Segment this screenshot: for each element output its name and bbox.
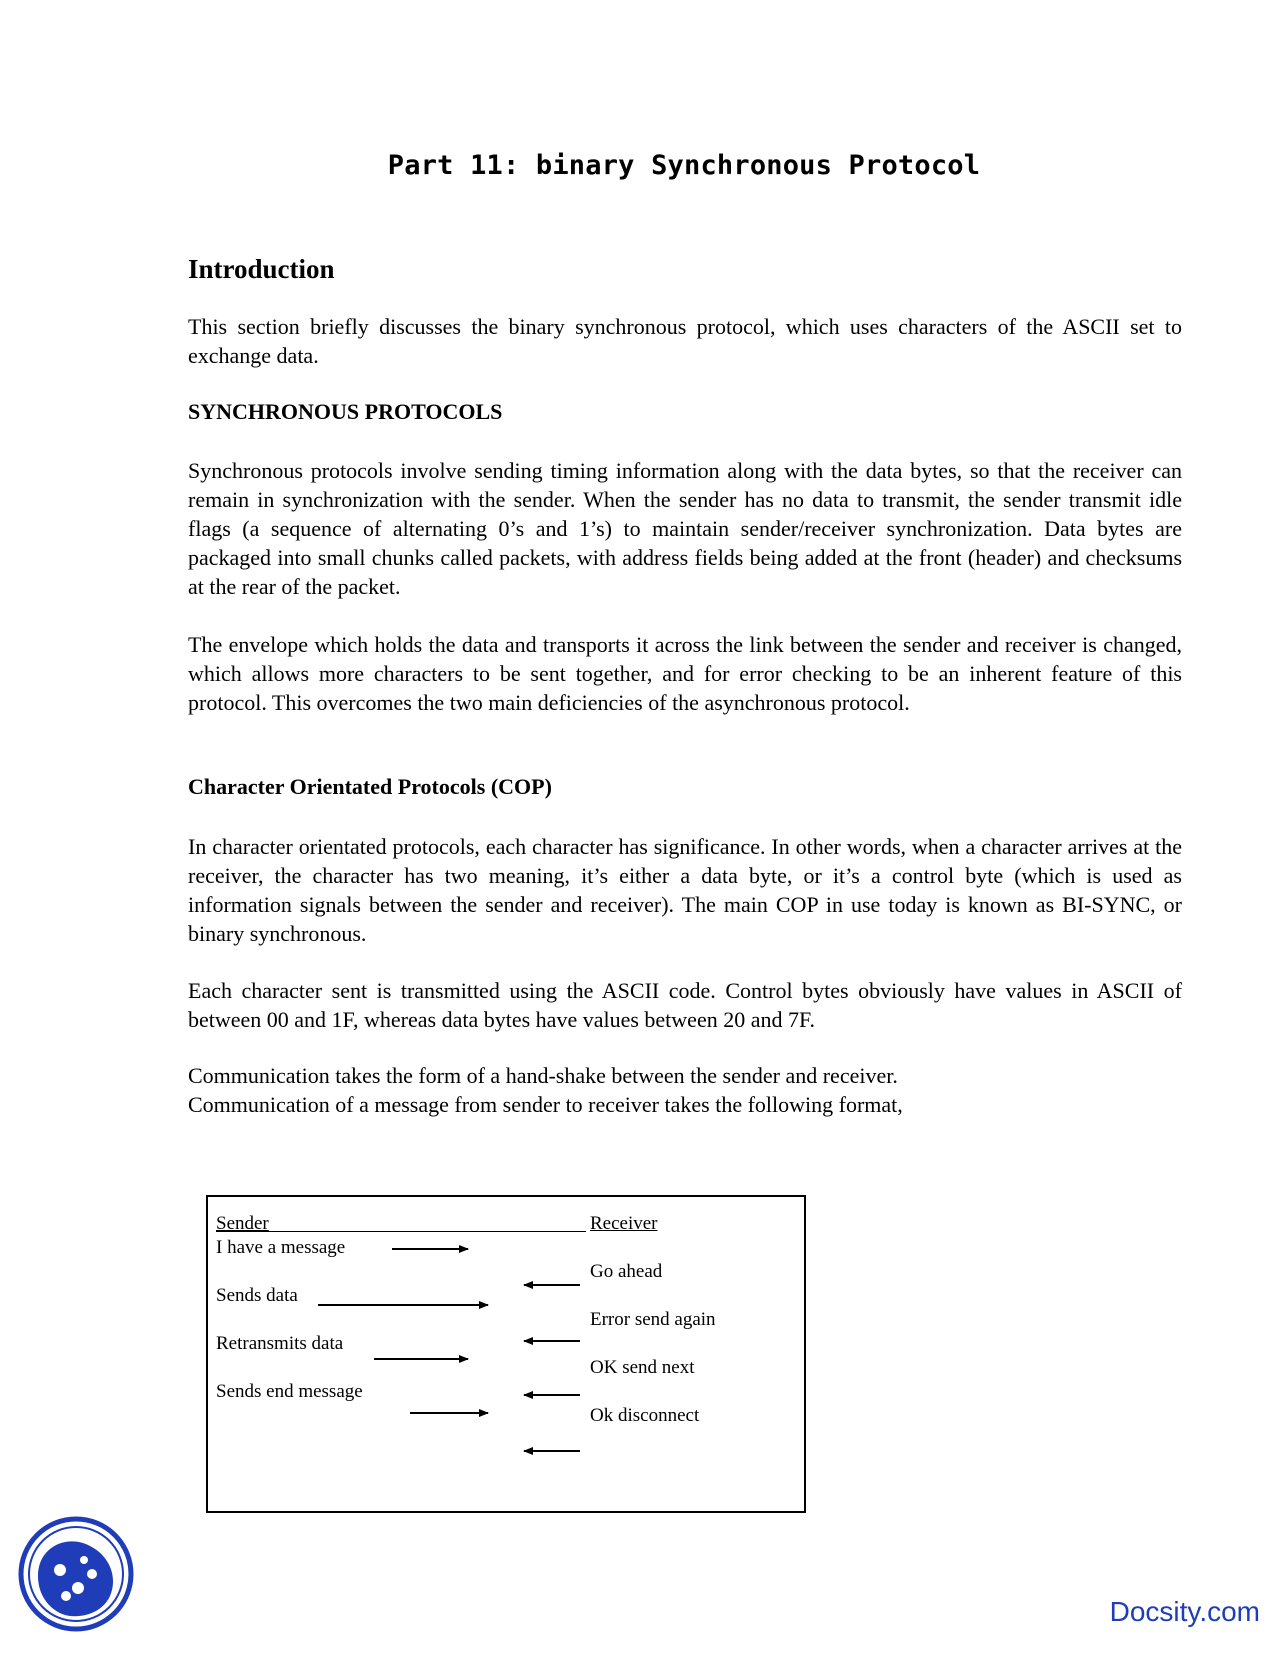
paragraph-introduction: This section briefly discusses the binary synchronous protocol, which uses characters of the ASCII set to exchange data. xyxy=(188,314,1182,368)
section-heading-cop: Character Orientated Protocols (COP) xyxy=(188,774,552,799)
section-heading-synchronous: SYNCHRONOUS PROTOCOLS xyxy=(188,399,503,424)
handshake-diagram xyxy=(206,1195,806,1513)
page-title: Part 11: binary Synchronous Protocol xyxy=(387,150,981,181)
diagram-arrows xyxy=(208,1197,808,1515)
paragraph-cop-line-1: Communication takes the form of a hand-shake between the sender and receiver. xyxy=(188,1063,898,1088)
paragraph-synchronous-2: The envelope which holds the data and transports it across the link between the sender and receiver is changed, which allows more characters to be sent together, and for error checking to be an inherent feature of this protocol. This overcomes the two main deficiencies of the asynchronous protocol. xyxy=(188,632,1182,715)
docsity-logo-icon xyxy=(18,1516,134,1632)
diagram-receiver-item: OK send next xyxy=(590,1357,695,1378)
diagram-sender-item: Sends end message xyxy=(216,1381,363,1402)
paragraph-cop-line-2: Communication of a message from sender to receiver takes the following format, xyxy=(188,1092,903,1117)
diagram-sender-item: Sends data xyxy=(216,1285,298,1306)
section-heading-introduction: Introduction xyxy=(188,254,335,284)
paragraph-synchronous-1: Synchronous protocols involve sending timing information along with the data bytes, so that the receiver can remain in synchronization with the sender. When the sender has no data to transmit, the sender transmit idle flags (a sequence of alternating 0’s and 1’s) to maintain sender/receiver synchronization. Data bytes are packaged into small chunks called packets, with address fields being added at the front (header) and checksums at the rear of the packet. xyxy=(188,458,1182,599)
docsity-brand-link[interactable]: Docsity.com xyxy=(1109,1596,1260,1627)
diagram-sender-item: I have a message xyxy=(216,1237,346,1258)
paragraph-cop-1: In character orientated protocols, each character has significance. In other words, when a character arrives at the receiver, the character has two meaning, it’s either a data byte, or it’s a control byte (which is used as information signals between the sender and receiver). The main COP in use today is known as BI-SYNC, or binary synchronous. xyxy=(188,834,1182,946)
diagram-receiver-header: Receiver xyxy=(590,1213,658,1234)
diagram-sender-item: Retransmits data xyxy=(216,1333,344,1354)
diagram-receiver-item: Ok disconnect xyxy=(590,1405,700,1426)
paragraph-cop-2: Each character sent is transmitted using the ASCII code. Control bytes obviously have values in ASCII of between 00 and 1F, whereas data bytes have values between 20 and 7F. xyxy=(188,978,1182,1032)
diagram-sender-header: Sender xyxy=(216,1213,269,1234)
diagram-receiver-item: Go ahead xyxy=(590,1261,663,1282)
diagram-receiver-item: Error send again xyxy=(590,1309,716,1330)
